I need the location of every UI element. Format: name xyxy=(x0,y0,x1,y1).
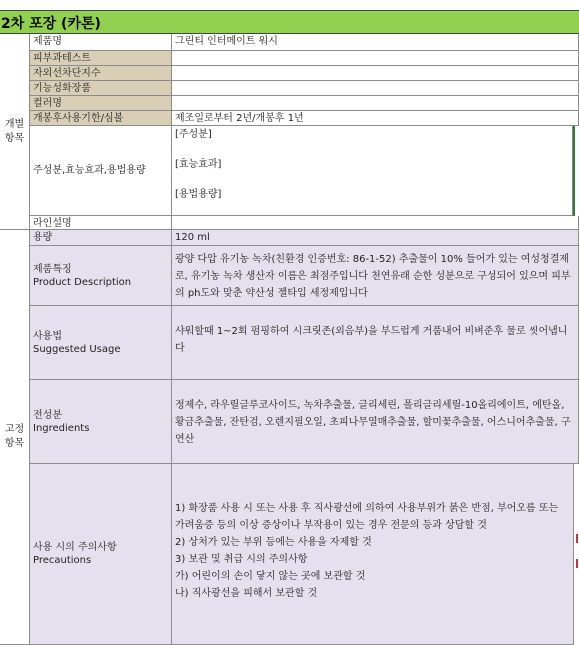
label-color[interactable]: 컬러명 xyxy=(30,96,172,111)
label-ingredients-en: Ingredients xyxy=(33,422,90,434)
label-main-ingredients-text: 주성분,효능효과,용법용량 xyxy=(33,165,146,176)
label-suggested-usage[interactable] xyxy=(30,306,172,380)
comment-marker xyxy=(576,534,578,543)
precaution-line: 가) 어린이의 손이 닿지 않는 곳에 보관할 것 xyxy=(175,571,366,582)
label-skin-test[interactable]: 피부과테스트 xyxy=(30,51,172,66)
label-uv-index[interactable]: 자외선차단지수 xyxy=(30,66,172,81)
value-ingredients[interactable]: 정제수, 라우릴글루코사이드, 녹차추출물, 글리세린, 폴리글리세릴-10올리에이트, 에탄올, 황금추출물, 잔탄검, 오렌지필오일, 초피나무열매추출물, 할미꽃추출물, 어스니어추출물, 구연산 xyxy=(172,380,579,464)
label-product-name[interactable]: 제품명 xyxy=(30,34,172,51)
label-functional[interactable]: 기능성화장품 xyxy=(30,81,172,96)
label-expiry[interactable]: 개봉후사용기한/심볼 xyxy=(30,111,172,126)
precaution-line: 2) 상처가 있는 부위 등에는 사용을 자제할 것 xyxy=(175,537,372,548)
precaution-line: 3) 보관 및 취급 시의 주의사항 xyxy=(175,554,308,565)
label-features-en: Product Description xyxy=(33,276,132,288)
label-main-ingredients[interactable] xyxy=(30,126,172,216)
label-ingredients[interactable] xyxy=(30,380,172,464)
value-suggested-usage[interactable]: 샤워할때 1~2회 펌핑하여 시크릿존(외음부)을 부드럽게 거품내어 비벼준후 물로 씻어냅니다 xyxy=(172,306,579,380)
value-product-description[interactable]: 광양 다압 유기농 녹차(친환경 인증번호: 86-1-52) 추출물이 10% 들어가 있는 여성청결제로, 유기농 녹차 생산자 이름은 최점주입니다 천연유래 순한 성분으로 구성되어 있으며 피부의 ph도와 맞춘 약산성 젤타입 세정제입니다 xyxy=(172,246,579,306)
label-line-description[interactable]: 라인설명 xyxy=(30,216,172,230)
value-functional[interactable] xyxy=(172,81,579,96)
label-usage-en: Suggested Usage xyxy=(33,343,121,355)
value-line-description[interactable] xyxy=(172,216,579,230)
comment-marker xyxy=(576,559,578,568)
label-usage-ko: 사용법 xyxy=(33,330,62,342)
value-uv-index[interactable] xyxy=(172,66,579,81)
main-ingredient-heading: [주성분] xyxy=(175,129,212,140)
label-precautions[interactable] xyxy=(30,464,172,645)
group-fixed-items[interactable]: 고정 항목 xyxy=(0,230,30,645)
selection-border xyxy=(573,126,575,216)
label-features-ko: 제품특징 xyxy=(33,263,72,275)
precaution-line: 나) 직사광선을 피해서 보관할 것 xyxy=(175,588,318,599)
value-precautions[interactable] xyxy=(172,464,574,645)
label-volume[interactable]: 용량 xyxy=(30,230,172,246)
precaution-line: 1) 화장품 사용 시 또는 사용 후 직사광선에 의하여 사용부위가 붉은 반점, 부어오름 또는 가려움증 등의 이상 증상이나 부작용이 있는 경우 전문의 등과 상담할 것 xyxy=(175,503,559,531)
value-skin-test[interactable] xyxy=(172,51,579,66)
effect-heading: [효능효과] xyxy=(175,159,222,170)
label-precautions-ko: 사용 시의 주의사항 xyxy=(33,542,117,553)
section-title: 2차 포장 (카톤) xyxy=(1,16,101,32)
value-expiry[interactable]: 제조일로부터 2년/개봉후 1년 xyxy=(172,111,579,126)
value-product-name[interactable]: 그린티 인터메이트 워시 xyxy=(172,34,579,51)
value-volume[interactable]: 120 ml xyxy=(172,230,579,246)
section-header[interactable] xyxy=(0,10,579,34)
value-main-ingredients[interactable] xyxy=(172,126,573,216)
value-color[interactable] xyxy=(172,96,579,111)
label-ingredients-ko: 전성분 xyxy=(33,409,62,421)
label-product-description[interactable] xyxy=(30,246,172,306)
usage-heading: [용법용량] xyxy=(175,189,222,200)
label-precautions-en: Precautions xyxy=(33,555,92,566)
group-variable-items[interactable]: 개별 항목 xyxy=(0,34,30,230)
